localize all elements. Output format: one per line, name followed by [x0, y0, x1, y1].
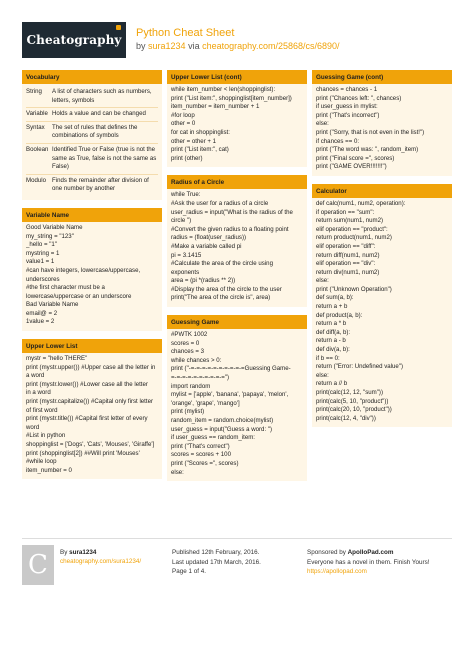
code-line: else: — [316, 277, 329, 285]
code-line: radius = (float(user_radius)) — [171, 234, 247, 242]
page-number: Page 1 of 4. — [172, 568, 206, 575]
vocabulary-row — [26, 174, 158, 196]
code-line: return sum(num1, num2) — [316, 217, 384, 225]
radius-circle-section — [167, 175, 307, 307]
code-line: print ("Sorry, that is not even in the list!") — [316, 128, 425, 136]
code-line: while chances > 0: — [171, 356, 222, 364]
code-line: print ("That's correct") — [171, 442, 230, 450]
code-line: return ("Error: Undefined value") — [316, 363, 403, 371]
code-line: 'orange', 'grape', 'mango'] — [171, 399, 240, 407]
vocabulary-section — [22, 70, 162, 200]
cheatography-c-logo: C — [22, 545, 54, 585]
code-line: of first word — [26, 406, 58, 414]
vocabulary-term: Syntax — [26, 121, 52, 143]
code-line: else: — [316, 120, 329, 128]
code-line: #the first character must be a — [26, 284, 105, 292]
upper-lower-list-section — [22, 339, 162, 479]
section-title: Calculator — [312, 185, 452, 198]
section-title: Radius of a Circle — [167, 176, 307, 189]
code-line: item_number = 0 — [26, 466, 72, 474]
code-line: other = other + 1 — [171, 137, 217, 145]
code-line: else: — [171, 468, 184, 476]
code-line: email@ = 2 — [26, 309, 58, 317]
code-line: underscores — [26, 275, 60, 283]
code-block — [22, 353, 162, 479]
code-line: _hello = "1" — [26, 241, 57, 249]
code-line: return a - b — [316, 337, 346, 345]
code-line: else: — [316, 371, 329, 379]
code-line: #Display the area of the circle to the user — [171, 285, 282, 293]
byline — [136, 40, 340, 53]
logo-text: Cheatography — [26, 33, 122, 47]
code-line: print (mystr.upper()) #Upper case all the letter in — [26, 363, 156, 371]
code-line: return diff(num1, num2) — [316, 251, 380, 259]
code-line: #List in python — [26, 432, 66, 440]
section-title: Guessing Game — [167, 316, 307, 329]
vocabulary-term: Boolean — [26, 143, 52, 174]
code-line: print (other) — [171, 154, 203, 162]
vocabulary-definition: Identified True or False (true is not the same as True, false is not the same as False) — [52, 143, 158, 174]
code-line: elif operation == "product": — [316, 225, 388, 233]
code-line: while True: — [171, 191, 201, 199]
code-line: =-=-=-=-=-=-=-=-=-=") — [171, 374, 230, 382]
code-line: print(calc(20, 10, "product")) — [316, 406, 392, 414]
code-line: print (mylist) — [171, 408, 205, 416]
code-block — [167, 189, 307, 307]
code-line: if operation == "sum": — [316, 208, 375, 216]
vocabulary-row — [26, 86, 158, 108]
sheet-title: Python Cheat Sheet — [136, 27, 235, 39]
code-line: #PWTK 1002 — [171, 331, 208, 339]
sheet-url-link[interactable]: cheatography.com/25868/cs/6890/ — [202, 41, 340, 51]
code-line: def product(a, b): — [316, 311, 363, 319]
code-line: print (shoppinglist[2]) ##Will print 'Mouses' — [26, 449, 140, 457]
code-line: if b == 0: — [316, 354, 340, 362]
code-line: pi = 3.1415 — [171, 251, 202, 259]
code-line: area = (pi *(radius ** 2)) — [171, 277, 236, 285]
code-line: for cat in shoppinglist: — [171, 128, 230, 136]
code-block — [312, 84, 452, 176]
code-line: #while loop — [26, 458, 57, 466]
variable-name-section — [22, 208, 162, 331]
code-line: #Ask the user for a radius of a circle — [171, 199, 269, 207]
code-block — [22, 222, 162, 331]
guessing-game-section — [167, 315, 307, 481]
content-columns — [22, 70, 452, 481]
code-line: exponents — [171, 268, 200, 276]
section-title: Vocabulary — [22, 71, 162, 84]
section-title: Upper Lower List — [22, 340, 162, 353]
vocabulary-table — [26, 86, 158, 196]
code-line: random_item = random.choice(mylist) — [171, 417, 274, 424]
code-line: print ("GAME OVER!!!!!!!") — [316, 163, 387, 171]
code-line: #Calculate the area of the circle using — [171, 260, 273, 268]
code-line: print(calc(5, 10, "product")) — [316, 397, 389, 405]
code-line: return product(num1, num2) — [316, 234, 392, 242]
code-line: print (mystr.lower()) #Lower case all the letter — [26, 380, 148, 388]
code-line: print(calc(12, 12, "sum")) — [316, 389, 383, 396]
vocabulary-row — [26, 108, 158, 122]
column-1 — [22, 70, 162, 481]
code-line: mylist = ['apple', 'banana', 'papaya', 'melon', — [171, 391, 289, 399]
author-link[interactable]: sura1234 — [148, 41, 186, 51]
code-line: while item_number < len(shoppinglist): — [171, 86, 276, 93]
code-line: lowercase/uppercase or an underscore — [26, 292, 132, 300]
code-line: print("The area of the circle is", area) — [171, 294, 271, 302]
section-title: Variable Name — [22, 209, 162, 222]
code-line: elif operation == "diff": — [316, 242, 376, 250]
vocabulary-row — [26, 121, 158, 143]
code-line: #Make a variable called pi — [171, 242, 242, 250]
code-line: value1 = 1 — [26, 258, 55, 266]
column-2 — [167, 70, 307, 481]
code-line: shoppinglist = ['Dogs', 'Cats', 'Mouses', 'Giraffe'] — [26, 441, 155, 448]
code-line: print ("-=-=-=-=-=-=-=-=-=-=Guessing Game- — [171, 365, 291, 373]
code-line: print ("Unknown Operation") — [316, 285, 392, 293]
code-line: other = 0 — [171, 120, 196, 128]
vocabulary-term: String — [26, 86, 52, 108]
code-line: a word — [26, 372, 45, 380]
code-line: mystring = 1 — [26, 249, 60, 257]
code-line: return a * b — [316, 320, 347, 328]
calculator-section — [312, 184, 452, 427]
vocabulary-definition: The set of rules that defines the combinations of symbols — [52, 121, 158, 143]
footer-author-url[interactable]: cheatography.com/sura1234/ — [60, 558, 142, 565]
code-line: def sum(a, b): — [316, 294, 354, 302]
code-block — [167, 84, 307, 167]
code-line: return div(num1, num2) — [316, 268, 380, 276]
code-line: #Convert the given radius to a floating point — [171, 225, 289, 233]
code-line: word — [26, 423, 40, 431]
code-line: if user_guess in mylist: — [316, 103, 378, 111]
code-line: Bad Variable Name — [26, 301, 79, 309]
code-line: print ("List item:", shoppinglist[item_number]) — [171, 94, 292, 102]
code-line: circle ") — [171, 217, 192, 225]
via-label: via — [188, 41, 200, 51]
logo-dot-icon — [116, 25, 121, 30]
vocabulary-definition: Finds the remainder after division of one number by another — [52, 176, 149, 193]
code-line: print (mystr.capitalize()) #Capital only first letter — [26, 398, 153, 406]
code-line: def diff(a, b): — [316, 328, 351, 336]
code-line: def div(a, b): — [316, 346, 350, 354]
code-line: return a // b — [316, 380, 348, 388]
section-title: Upper Lower List (cont) — [167, 71, 307, 84]
vocabulary-definition: A list of characters such as numbers, letters, symbols — [52, 86, 158, 108]
published-date: Published 12th February, 2016. — [172, 549, 260, 556]
code-block — [312, 198, 452, 427]
vocabulary-term: Variable — [26, 108, 52, 122]
code-line: chances = chances - 1 — [316, 86, 378, 93]
upper-lower-list-cont-section — [167, 70, 307, 167]
code-line: user_radius = input("What is the radius of the — [171, 208, 293, 216]
code-line: print ("Final score =", scores) — [316, 154, 395, 162]
code-line: if user_guess == random_item: — [171, 434, 256, 442]
code-line: #can have integers, lowercase/uppercase, — [26, 266, 141, 274]
code-line: chances = 3 — [171, 348, 205, 356]
code-line: print(calc(12, 4, "div")) — [316, 414, 376, 422]
code-line: if chances == 0: — [316, 137, 360, 145]
code-line: print ("The word was: ", random_item) — [316, 146, 419, 154]
page-footer — [22, 538, 452, 586]
code-line: mystr = "hello THERE" — [26, 355, 88, 363]
code-line: scores = scores + 100 — [171, 451, 231, 459]
code-line: #for loop — [171, 111, 195, 119]
updated-date: Last updated 17th March, 2016. — [172, 558, 261, 566]
vocabulary-term: Modulo — [26, 176, 46, 184]
code-line: print ("That's incorrect") — [316, 111, 380, 119]
code-line: print (mystr.title()) #Capital first letter of every — [26, 415, 148, 423]
sponsor-tagline: Everyone has a novel in them. Finish Yours! — [307, 558, 430, 566]
code-line: my_string = "123" — [26, 232, 74, 240]
by-label: by — [136, 41, 146, 51]
vocabulary-row — [26, 143, 158, 174]
vocabulary-definition: Holds a value and can be changed — [52, 108, 158, 122]
code-block — [167, 329, 307, 481]
code-line: print ("List item:", cat) — [171, 146, 229, 154]
code-line: print ("Scores =", scores) — [171, 459, 239, 467]
sponsor-url[interactable]: https://apollopad.com — [307, 568, 367, 575]
code-line: def calc(num1, num2, operation): — [316, 199, 406, 207]
sponsored-label: Sponsored by — [307, 549, 346, 556]
code-line: Good Variable Name — [26, 223, 83, 231]
code-line: user_guess = input("Guess a word: ") — [171, 425, 273, 433]
code-line: in a word — [26, 389, 51, 397]
footer-author-name[interactable]: sura1234 — [69, 549, 97, 556]
column-3 — [312, 70, 452, 481]
page-header — [22, 22, 452, 58]
code-line: 1value = 2 — [26, 318, 55, 326]
code-line: scores = 0 — [171, 339, 200, 347]
cheatography-logo[interactable] — [22, 22, 126, 58]
by-label: By — [60, 549, 68, 556]
sponsor-link[interactable]: ApolloPad.com — [347, 549, 394, 556]
code-line: item_number = item_number + 1 — [171, 103, 260, 111]
code-line: import random — [171, 382, 211, 390]
guessing-game-cont-section — [312, 70, 452, 176]
code-line: print ("Chances left: ", chances) — [316, 94, 402, 102]
section-title: Guessing Game (cont) — [312, 71, 452, 84]
code-line: return a + b — [316, 303, 348, 311]
code-line: elif operation == "div": — [316, 260, 376, 268]
